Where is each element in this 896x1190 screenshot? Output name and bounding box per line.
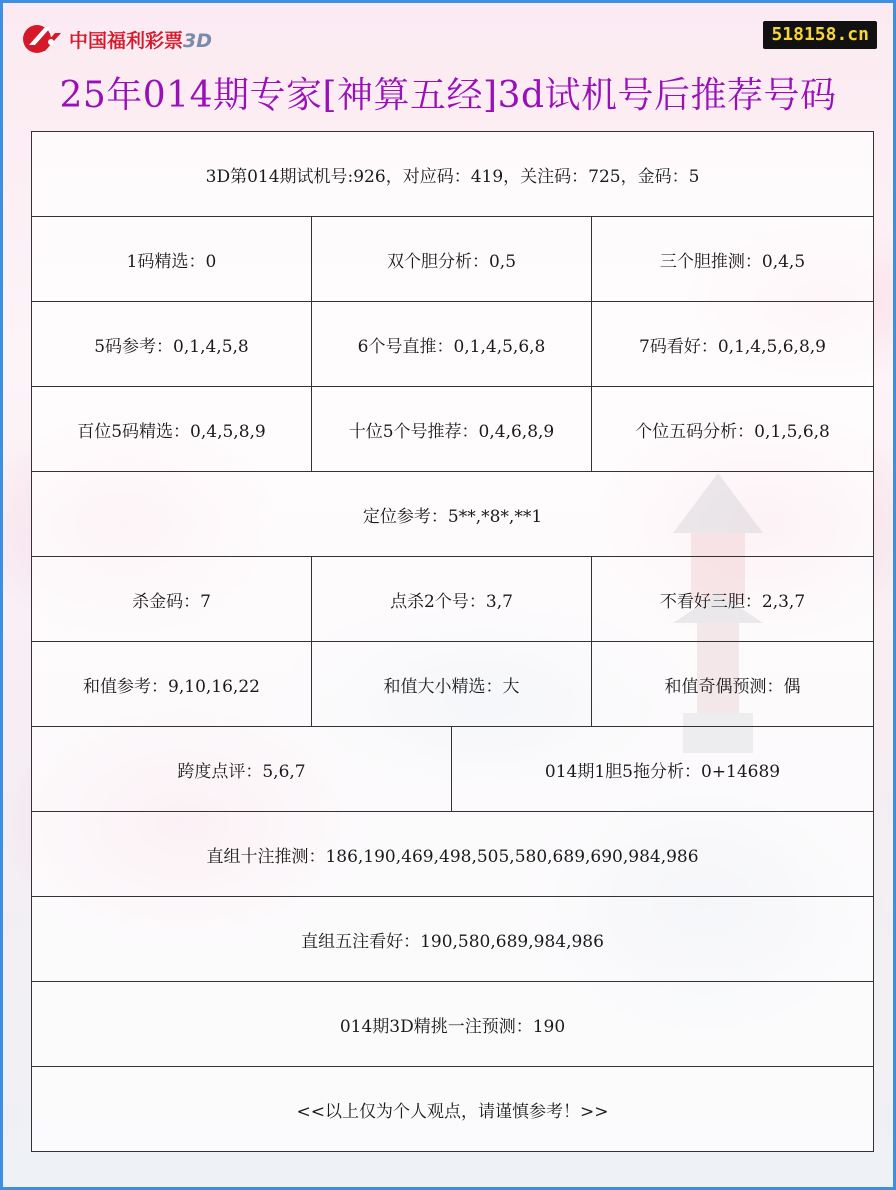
table-cell: 杀金码：7 (32, 557, 312, 642)
table-row (32, 217, 874, 302)
welfare-lottery-icon (21, 21, 65, 57)
table-row (32, 472, 874, 557)
page-title: 25年014期专家[神算五经]3d试机号后推荐号码 (59, 75, 837, 116)
table-cell: 6个号直推：0,1,4,5,6,8 (312, 302, 592, 387)
header (3, 3, 893, 133)
table-cell: 014期1胆5拖分析：0+14689 (452, 727, 874, 812)
table-row (32, 387, 874, 472)
table-cell: 和值大小精选：大 (312, 642, 592, 727)
direct-five-cell: 直组五注看好：190,580,689,984,986 (32, 897, 874, 982)
table-row (32, 897, 874, 982)
table-cell: 双个胆分析：0,5 (312, 217, 592, 302)
table-cell: 点杀2个号：3,7 (312, 557, 592, 642)
lottery-logo (21, 21, 212, 57)
table-cell: 7码看好：0,1,4,5,6,8,9 (592, 302, 874, 387)
table-cell: 三个胆推测：0,4,5 (592, 217, 874, 302)
table-row (32, 1067, 874, 1152)
single-pick-cell: 014期3D精挑一注预测：190 (32, 982, 874, 1067)
table-row (32, 812, 874, 897)
table-cell: 和值参考：9,10,16,22 (32, 642, 312, 727)
disclaimer-cell: <<以上仅为个人观点，请谨慎参考！>> (32, 1067, 874, 1152)
trial-number-cell: 3D第014期试机号:926，对应码：419，关注码：725，金码：5 (32, 132, 874, 217)
prediction-table (31, 131, 874, 1152)
table-row (32, 557, 874, 642)
table-cell: 百位5码精选：0,4,5,8,9 (32, 387, 312, 472)
table-row (32, 132, 874, 217)
direct-ten-cell: 直组十注推测：186,190,469,498,505,580,689,690,984,986 (32, 812, 874, 897)
logo-text: 中国福利彩票3D (69, 29, 213, 52)
table-cell: 十位5个号推荐：0,4,6,8,9 (312, 387, 592, 472)
table-row (32, 302, 874, 387)
table-row (32, 982, 874, 1067)
table-cell: 5码参考：0,1,4,5,8 (32, 302, 312, 387)
position-reference-cell: 定位参考：5**,*8*,**1 (32, 472, 874, 557)
table-row (32, 642, 874, 727)
table-cell: 跨度点评：5,6,7 (32, 727, 452, 812)
table-cell: 不看好三胆：2,3,7 (592, 557, 874, 642)
site-badge[interactable]: 518158.cn (763, 21, 877, 49)
table-cell: 个位五码分析：0,1,5,6,8 (592, 387, 874, 472)
table-row (32, 727, 874, 812)
table-cell: 1码精选：0 (32, 217, 312, 302)
table-cell: 和值奇偶预测：偶 (592, 642, 874, 727)
